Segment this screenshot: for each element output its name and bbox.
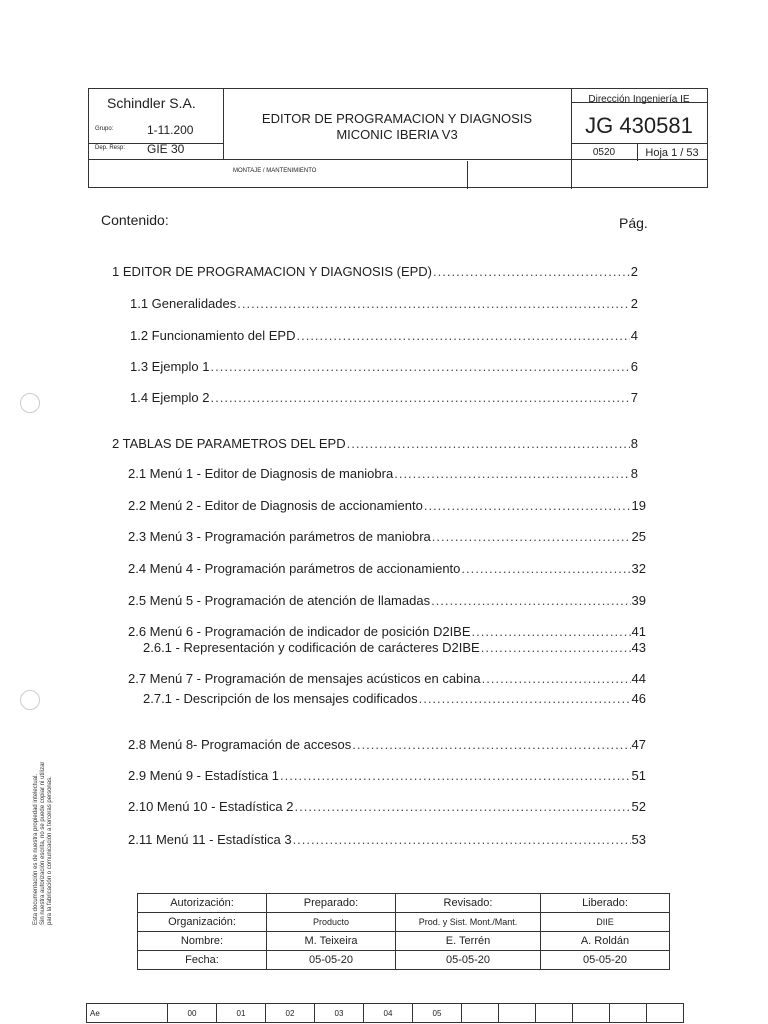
- toc-label: 2.8 Menú 8- Programación de accesos: [128, 737, 352, 752]
- table-cell: 05-05-20: [541, 951, 670, 970]
- toc-label: 2.10 Menú 10 - Estadística 2: [128, 799, 294, 814]
- table-cell: [536, 1004, 573, 1023]
- toc-page: 2: [630, 264, 638, 279]
- leader-dots: [211, 390, 630, 405]
- toc-page: 47: [631, 737, 646, 752]
- toc-label: 2.5 Menú 5 - Programación de atención de llamadas: [128, 593, 431, 608]
- toc-entry[interactable]: [112, 436, 638, 451]
- table-cell: A. Roldán: [541, 932, 670, 951]
- toc-page: 39: [631, 593, 646, 608]
- toc-entry[interactable]: [128, 529, 646, 544]
- leader-dots: [296, 328, 629, 343]
- toc-label: 2.4 Menú 4 - Programación parámetros de accionamiento: [128, 561, 461, 576]
- toc-page: 6: [630, 359, 638, 374]
- table-cell: 05: [413, 1004, 462, 1023]
- toc-page: 2: [630, 296, 638, 311]
- toc-entry[interactable]: [130, 390, 638, 405]
- toc-page: 32: [631, 561, 646, 576]
- leader-dots: [482, 671, 631, 686]
- toc-label: 2.11 Menú 11 - Estadística 3: [128, 832, 292, 847]
- leader-dots: [419, 691, 631, 706]
- table-cell: Liberado:: [541, 894, 670, 913]
- divider: [89, 159, 707, 160]
- table-row: [138, 894, 670, 913]
- dept-label: Dep. Resp:: [95, 145, 126, 151]
- table-cell: [610, 1004, 647, 1023]
- toc-entry[interactable]: [143, 691, 646, 706]
- table-cell: [462, 1004, 499, 1023]
- table-row: [138, 951, 670, 970]
- revision-table: [86, 1003, 684, 1023]
- table-cell: Ae: [87, 1004, 168, 1023]
- divider: [467, 161, 468, 189]
- sheet-number: Hoja 1 / 53: [645, 147, 699, 159]
- table-cell: [573, 1004, 610, 1023]
- toc-page: 41: [631, 624, 646, 639]
- document-code: 0520: [592, 147, 616, 158]
- table-row: [138, 913, 670, 932]
- leader-dots: [211, 359, 630, 374]
- toc-page: 51: [631, 768, 646, 783]
- table-cell: Producto: [267, 913, 396, 932]
- table-cell: 05-05-20: [396, 951, 541, 970]
- table-cell: Autorización:: [138, 894, 267, 913]
- leader-dots: [293, 832, 631, 847]
- toc-entry[interactable]: [128, 737, 646, 752]
- table-cell: Fecha:: [138, 951, 267, 970]
- signature-table: [137, 893, 670, 970]
- toc-entry[interactable]: [112, 264, 638, 279]
- toc-label: 1.4 Ejemplo 2: [130, 390, 210, 405]
- toc-label: 2.6 Menú 6 - Programación de indicador de posición D2IBE: [128, 624, 471, 639]
- toc-page: 4: [630, 328, 638, 343]
- leader-dots: [237, 296, 630, 311]
- toc-entry[interactable]: [128, 561, 646, 576]
- table-cell: 02: [266, 1004, 315, 1023]
- table-cell: E. Terrén: [396, 932, 541, 951]
- toc-entry[interactable]: [128, 498, 646, 513]
- toc-page: 8: [630, 436, 638, 451]
- leader-dots: [294, 799, 630, 814]
- group-value: 1-11.200: [147, 123, 194, 137]
- toc-label: 2.7.1 - Descripción de los mensajes codificados: [143, 691, 418, 706]
- table-cell: Revisado:: [396, 894, 541, 913]
- toc-entry[interactable]: [128, 832, 646, 847]
- toc-entry[interactable]: [143, 640, 646, 655]
- toc-entry[interactable]: [128, 671, 646, 686]
- group-label: Grupo:: [95, 126, 114, 132]
- toc-label: 2.9 Menú 9 - Estadística 1: [128, 768, 280, 783]
- toc-entry[interactable]: [130, 328, 638, 343]
- legal-notice-line: para la fabricación o comunicación a terceras personas.: [47, 776, 53, 925]
- toc-entry[interactable]: [130, 296, 638, 311]
- toc-page: 43: [631, 640, 646, 655]
- table-cell: [499, 1004, 536, 1023]
- toc-label: 1.2 Funcionamiento del EPD: [130, 328, 296, 343]
- contents-heading: Contenido:: [101, 212, 169, 228]
- leader-dots: [424, 498, 631, 513]
- title-line-2: MICONIC IBERIA V3: [336, 127, 458, 142]
- punch-hole-mark: [20, 690, 40, 710]
- toc-page: 25: [631, 529, 646, 544]
- company-name: Schindler S.A.: [107, 95, 196, 111]
- table-cell: Nombre:: [138, 932, 267, 951]
- leader-dots: [432, 529, 631, 544]
- table-row: [138, 932, 670, 951]
- leader-dots: [431, 593, 630, 608]
- table-cell: 04: [364, 1004, 413, 1023]
- legal-notice: [33, 725, 54, 925]
- table-cell: Organización:: [138, 913, 267, 932]
- table-cell: Prod. y Sist. Mont./Mant.: [396, 913, 541, 932]
- toc-label: 1.3 Ejemplo 1: [130, 359, 210, 374]
- leader-dots: [352, 737, 630, 752]
- leader-dots: [472, 624, 631, 639]
- leader-dots: [394, 466, 630, 481]
- table-cell: DIIE: [541, 913, 670, 932]
- document-number: JG 430581: [585, 113, 693, 138]
- toc-entry[interactable]: [128, 466, 638, 481]
- table-cell: Preparado:: [267, 894, 396, 913]
- toc-label: 2.3 Menú 3 - Programación parámetros de maniobra: [128, 529, 431, 544]
- leader-dots: [347, 436, 630, 451]
- page-column-heading: Pág.: [619, 215, 648, 231]
- dept-value: GIE 30: [147, 142, 185, 156]
- leader-dots: [461, 561, 630, 576]
- toc-page: 19: [631, 498, 646, 513]
- punch-hole-mark: [20, 393, 40, 413]
- legal-notice-line: Sin nuestra autorización escrita, no se puede copiar ni utilizar: [40, 761, 46, 925]
- document-title: [223, 111, 571, 143]
- title-line-1: EDITOR DE PROGRAMACION Y DIAGNOSIS: [261, 111, 533, 126]
- document-header: [88, 88, 708, 188]
- toc-entry[interactable]: [130, 359, 638, 374]
- direction-label: Dirección Ingeniería IE: [588, 94, 690, 105]
- divider: [571, 143, 707, 144]
- table-cell: M. Teixeira: [267, 932, 396, 951]
- toc-entry[interactable]: [128, 593, 646, 608]
- toc-label: 2.2 Menú 2 - Editor de Diagnosis de accionamiento: [128, 498, 423, 513]
- leader-dots: [481, 640, 631, 655]
- toc-label: 2.7 Menú 7 - Programación de mensajes acústicos en cabina: [128, 671, 481, 686]
- leader-dots: [433, 264, 630, 279]
- toc-entry[interactable]: [128, 624, 646, 639]
- table-cell: 01: [217, 1004, 266, 1023]
- toc-entry[interactable]: [128, 799, 646, 814]
- toc-label: 2.6.1 - Representación y codificación de carácteres D2IBE: [143, 640, 480, 655]
- toc-page: 7: [630, 390, 638, 405]
- table-row: [87, 1004, 684, 1023]
- toc-page: 44: [631, 671, 646, 686]
- table-cell: [647, 1004, 684, 1023]
- legal-notice-line: Esta documentación es de nuestra propiedad intelectual.: [33, 773, 39, 925]
- toc-entry[interactable]: [128, 768, 646, 783]
- area-label: MONTAJE / MANTENIMIENTO: [233, 168, 317, 174]
- leader-dots: [280, 768, 631, 783]
- table-cell: 05-05-20: [267, 951, 396, 970]
- toc-label: 1 EDITOR DE PROGRAMACION Y DIAGNOSIS (EPD): [112, 264, 433, 279]
- table-cell: 03: [315, 1004, 364, 1023]
- toc-label: 2.1 Menú 1 - Editor de Diagnosis de maniobra: [128, 466, 394, 481]
- toc-label: 1.1 Generalidades: [130, 296, 237, 311]
- toc-page: 8: [630, 466, 638, 481]
- table-cell: 00: [168, 1004, 217, 1023]
- toc-page: 46: [631, 691, 646, 706]
- toc-page: 52: [631, 799, 646, 814]
- toc-label: 2 TABLAS DE PARAMETROS DEL EPD: [112, 436, 346, 451]
- toc-page: 53: [631, 832, 646, 847]
